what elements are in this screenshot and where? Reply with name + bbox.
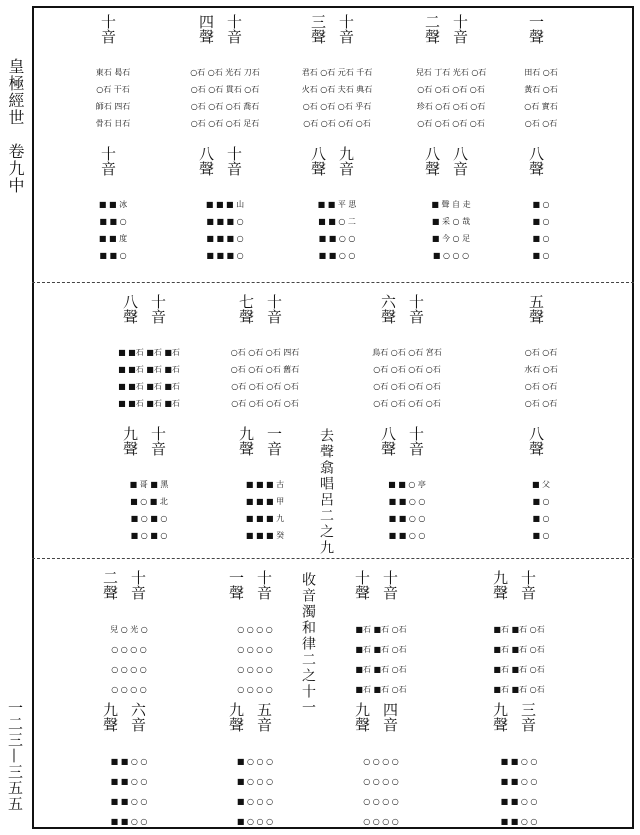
rhyme-row: ○石 ○石 ○石 喬石	[190, 102, 260, 111]
rhyme-row: ■ ■ ○ ○	[110, 797, 148, 806]
sound-label: 八聲	[379, 426, 397, 456]
rhyme-block	[196, 568, 314, 700]
rhyme-row: ○石 ○石 ○石 ○石	[231, 399, 299, 408]
rhyme-row: ■石 ■石 ○石	[493, 625, 545, 634]
rhyme-row: ■ ○ ○ ○	[236, 817, 274, 826]
block-heading	[54, 144, 172, 188]
rhyme-row: ○ ○ ○ ○	[363, 757, 399, 766]
page-number: 一二三—三五五	[6, 700, 24, 812]
sound-label: 九聲	[237, 426, 255, 456]
rhyme-row: ○石 干石	[96, 85, 130, 94]
rhyme-block	[54, 144, 172, 264]
sound-label: 九聲	[491, 570, 509, 600]
rhyme-row: ■ 父	[531, 480, 551, 489]
rhyme-row: ■ ■ ○ ○	[110, 757, 148, 766]
block-heading	[460, 568, 578, 612]
rhyme-row: ■ ■ 度	[98, 234, 128, 243]
block-heading	[166, 12, 284, 56]
sound-label: 五聲	[527, 294, 545, 324]
rhyme-block	[482, 12, 600, 132]
rhyme-row: ■ ■ ○ ○	[318, 234, 356, 243]
sound-label: 二聲	[423, 14, 441, 44]
block-heading	[70, 700, 188, 744]
tone-label: 九音	[337, 146, 355, 176]
sound-label: 四聲	[197, 14, 215, 44]
rhyme-block	[166, 144, 284, 264]
section-commentary: 去聲翕唱呂二之九	[318, 428, 334, 556]
rhyme-row: ○ ○ ○ ○	[237, 685, 273, 694]
rhyme-row: ○石 ○石 ○石 ○石	[373, 365, 441, 374]
sound-label: 九聲	[227, 702, 245, 732]
rhyme-row: 骨石 日石	[95, 119, 131, 128]
rhyme-row: 師石 四石	[95, 102, 131, 111]
rhyme-row: 黃石 ○石	[524, 85, 558, 94]
tone-label: 八音	[451, 146, 469, 176]
block-heading	[482, 424, 600, 468]
rhyme-row: ○石 ○石	[524, 348, 558, 357]
rhyme-block	[482, 144, 600, 264]
rhyme-row: ■ ■ ■ 古	[245, 480, 285, 489]
sound-label: 八聲	[527, 146, 545, 176]
block-heading	[196, 568, 314, 612]
rhyme-block	[482, 292, 600, 412]
rhyme-row: ○石 ○石 光石 刀石	[190, 68, 260, 77]
rhyme-block	[206, 424, 324, 544]
block-heading	[322, 568, 440, 612]
rhyme-row: 火石 ○石 夫石 典石	[301, 85, 373, 94]
sound-label: 八聲	[423, 146, 441, 176]
sound-label: 九聲	[353, 702, 371, 732]
rhyme-row: ■ ■ ○ 亭	[388, 480, 426, 489]
rhyme-row: ■ ○	[532, 200, 550, 209]
rhyme-row: ○ ○ ○ ○	[237, 625, 273, 634]
rhyme-row: 兒 ○ 光 ○	[110, 625, 148, 634]
rhyme-row: ○石 ○石	[524, 119, 558, 128]
rhyme-block	[460, 568, 578, 700]
rhyme-row: ○石 ○石 ○石 ○石	[373, 382, 441, 391]
rhyme-block	[348, 424, 466, 544]
block-heading	[348, 292, 466, 336]
rhyme-row: ■ ■ 平 思	[317, 200, 357, 209]
rhyme-row: 兒石 丁石 光石 ○石	[415, 68, 487, 77]
rhyme-row: ○石 ○石 ○石 ○石	[417, 85, 485, 94]
rhyme-block	[166, 12, 284, 132]
block-heading	[206, 292, 324, 336]
rhyme-row: ■ ■ ■ 九	[245, 514, 285, 523]
rhyme-row: ■ ○	[532, 514, 550, 523]
rhyme-row: ■ 聲 自 走	[431, 200, 471, 209]
rhyme-row: ■ ○ ○ ○	[236, 797, 274, 806]
rhyme-row: ■ ■ ■ ○	[206, 217, 244, 226]
rhyme-row: ■ ■ ○ ○	[500, 797, 538, 806]
sound-label: 八聲	[121, 294, 139, 324]
rhyme-row: ■ ○ ○ ○	[236, 757, 274, 766]
rhyme-row: ■ ■ ○ ○	[318, 251, 356, 260]
block-heading	[278, 144, 396, 188]
block-heading	[482, 292, 600, 336]
tone-label: 十音	[149, 294, 167, 324]
sound-label: 七聲	[237, 294, 255, 324]
rhyme-row: ○ ○ ○ ○	[237, 665, 273, 674]
rhyme-block	[90, 424, 208, 544]
rhyme-row: ○石 ○石 ○石 ○石	[417, 119, 485, 128]
tone-label: 十音	[407, 426, 425, 456]
rhyme-block	[322, 568, 440, 700]
tone-label: 十音	[149, 426, 167, 456]
block-heading	[54, 12, 172, 56]
tone-label: 十音	[407, 294, 425, 324]
rhyme-block	[348, 292, 466, 412]
rhyme-row: ○ ○ ○ ○	[363, 797, 399, 806]
rhyme-row: ■ ■ ○	[99, 251, 127, 260]
tone-label: 十音	[265, 294, 283, 324]
tone-label: 四音	[381, 702, 399, 732]
section-divider	[32, 282, 634, 283]
block-heading	[348, 424, 466, 468]
rhyme-row: 東石 曷石	[95, 68, 131, 77]
rhyme-row: ■ ○ ○ ○	[432, 251, 470, 260]
rhyme-row: ■ ○	[532, 497, 550, 506]
rhyme-row: ■ ■ ○ ○	[388, 497, 426, 506]
block-heading	[90, 292, 208, 336]
sound-label: 三聲	[309, 14, 327, 44]
tone-label: 十音	[451, 14, 469, 44]
rhyme-row: 田石 ○石	[524, 68, 558, 77]
rhyme-row: ○石 ○石 ○石 舊石	[230, 365, 300, 374]
rhyme-row: ■ ■ ■ ○	[206, 251, 244, 260]
rhyme-row: ○ ○ ○ ○	[363, 777, 399, 786]
block-heading	[322, 700, 440, 744]
rhyme-row: ○石 ○石 貫石 ○石	[190, 85, 260, 94]
rhyme-row: ■ ■ ■ 山	[205, 200, 245, 209]
block-heading	[460, 700, 578, 744]
rhyme-row: ○ ○ ○ ○	[363, 817, 399, 826]
sound-label: 九聲	[491, 702, 509, 732]
rhyme-row: ○ ○ ○ ○	[111, 665, 147, 674]
sound-label: 九聲	[101, 702, 119, 732]
rhyme-row: ■ ■ ■ 甲	[245, 497, 285, 506]
rhyme-block	[196, 700, 314, 832]
sound-label: 八聲	[197, 146, 215, 176]
rhyme-row: ■ ○ ■ ○	[130, 531, 168, 540]
rhyme-row: ○石 ○石 ○石 ○石	[303, 119, 371, 128]
rhyme-row: ■ ■ ■ ○	[206, 234, 244, 243]
rhyme-row: 水石 ○石	[524, 365, 558, 374]
tone-label: 五音	[255, 702, 273, 732]
rhyme-block	[206, 292, 324, 412]
rhyme-row: ○石 ○石 ○石 足石	[190, 119, 260, 128]
block-heading	[196, 700, 314, 744]
rhyme-row: ■石 ■石 ○石	[493, 645, 545, 654]
sound-label: 一聲	[227, 570, 245, 600]
sound-label: 一聲	[527, 14, 545, 44]
block-heading	[90, 424, 208, 468]
rhyme-row: ■ ■石 ■石 ■石	[118, 365, 180, 374]
block-heading	[70, 568, 188, 612]
sound-label: 二聲	[101, 570, 119, 600]
rhyme-row: ■石 ■石 ○石	[355, 645, 407, 654]
rhyme-row: ○ ○ ○ ○	[237, 645, 273, 654]
block-heading	[482, 12, 600, 56]
sound-label: 六聲	[379, 294, 397, 324]
tone-label: 十音	[255, 570, 273, 600]
rhyme-row: ■ ■ ○	[99, 217, 127, 226]
rhyme-row: ■ ○ ■ 北	[130, 497, 168, 506]
rhyme-row: ○石 ○石 ○石 乎石	[302, 102, 372, 111]
rhyme-row: ■ ■ ○ ○	[110, 817, 148, 826]
tone-label: 六音	[129, 702, 147, 732]
rhyme-block	[278, 144, 396, 264]
tone-label: 十音	[225, 14, 243, 44]
rhyme-row: ■ ■ ○ ○	[388, 531, 426, 540]
rhyme-row: ■ 哥 ■ 黑	[129, 480, 169, 489]
rhyme-row: ■ ■ ○ ○	[500, 817, 538, 826]
rhyme-row: ■ ○	[532, 234, 550, 243]
rhyme-row: ■ ■ ○ ○	[388, 514, 426, 523]
rhyme-block	[460, 700, 578, 832]
tone-label: 十音	[225, 146, 243, 176]
rhyme-block	[482, 424, 600, 544]
tone-label: 十音	[337, 14, 355, 44]
rhyme-row: ■ ■石 ■石 ■石	[118, 382, 180, 391]
rhyme-row: ■ ○	[532, 217, 550, 226]
rhyme-row: ○ ○ ○ ○	[111, 645, 147, 654]
rhyme-row: ■石 ■石 ○石	[355, 685, 407, 694]
tone-label: 十音	[99, 14, 117, 44]
tone-label: 十音	[129, 570, 147, 600]
section-commentary: 收音濁和律二之十一	[300, 572, 316, 716]
rhyme-row: ○石 ○石 ○石 ○石	[373, 399, 441, 408]
tone-label: 三音	[519, 702, 537, 732]
rhyme-block	[54, 12, 172, 132]
rhyme-row: 珍石 ○石 ○石 ○石	[416, 102, 486, 111]
rhyme-row: ■ ○	[532, 531, 550, 540]
rhyme-row: ■ ■ ○ ○	[110, 777, 148, 786]
rhyme-row: ■石 ■石 ○石	[493, 665, 545, 674]
rhyme-row: ■石 ■石 ○石	[355, 625, 407, 634]
rhyme-block	[90, 292, 208, 412]
rhyme-block	[70, 568, 188, 700]
rhyme-row: ○石 實石	[524, 102, 558, 111]
rhyme-row: ■ 今 ○ 足	[431, 234, 471, 243]
sound-label: 八聲	[309, 146, 327, 176]
rhyme-row: ■ ■ ○ ○	[500, 757, 538, 766]
rhyme-row: ○石 ○石	[524, 399, 558, 408]
volume-title: 皇極經世 卷九中	[6, 58, 25, 194]
rhyme-row: ■ ■ ○ 二	[318, 217, 356, 226]
block-heading	[482, 144, 600, 188]
rhyme-row: ■ ■ 冰	[98, 200, 128, 209]
rhyme-block	[278, 12, 396, 132]
rhyme-block	[322, 700, 440, 832]
rhyme-row: ■石 ■石 ○石	[355, 665, 407, 674]
tone-label: 十音	[381, 570, 399, 600]
rhyme-row: ○石 ○石 ○石 ○石	[231, 382, 299, 391]
sound-label: 十聲	[353, 570, 371, 600]
rhyme-row: ■ ■石 ■石 ■石	[118, 348, 180, 357]
block-heading	[278, 12, 396, 56]
rhyme-row: ■ ■石 ■石 ■石	[118, 399, 180, 408]
block-heading	[166, 144, 284, 188]
rhyme-block	[70, 700, 188, 832]
tone-label: 十音	[99, 146, 117, 176]
rhyme-row: ○石 ○石	[524, 382, 558, 391]
sound-label: 九聲	[121, 426, 139, 456]
rhyme-row: ■ ■ ○ ○	[500, 777, 538, 786]
rhyme-row: ○石 ○石 ○石 四石	[230, 348, 300, 357]
tone-label: 十音	[519, 570, 537, 600]
block-heading	[206, 424, 324, 468]
rhyme-row: 鳥石 ○石 ○石 宮石	[372, 348, 442, 357]
rhyme-row: ■石 ■石 ○石	[493, 685, 545, 694]
rhyme-row: ■ 采 ○ 哉	[431, 217, 471, 226]
rhyme-row: 君石 ○石 元石 千石	[301, 68, 373, 77]
rhyme-row: ■ ■ ■ 癸	[245, 531, 285, 540]
sound-label: 八聲	[527, 426, 545, 456]
rhyme-row: ■ ○ ■ ○	[130, 514, 168, 523]
tone-label: 一音	[265, 426, 283, 456]
rhyme-row: ○ ○ ○ ○	[111, 685, 147, 694]
section-divider	[32, 558, 634, 559]
rhyme-row: ■ ○ ○ ○	[236, 777, 274, 786]
rhyme-row: ■ ○	[532, 251, 550, 260]
